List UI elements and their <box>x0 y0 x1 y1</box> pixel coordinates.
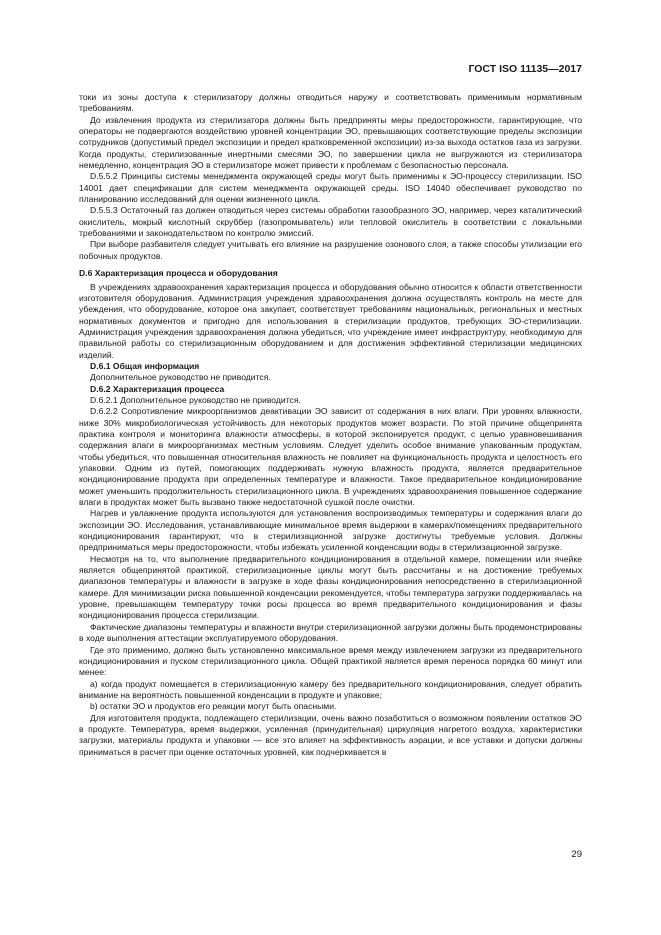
paragraph: а) когда продукт помещается в стерилизационную камеру без предварительного кондиционирования, следует обратить внимание на вероятность повышенной конденсации в продукте и упаковке; <box>79 678 582 700</box>
paragraph: Нагрев и увлажнение продукта используются для установления воспроизводимых температуры и содержания влаги до экспозиции ЭО. Исследования, устанавливающие минимальное время выдержки в камерах/помещениях предварительного кондиционирования гарантируют, что в стерилизационной загрузке достигнуты требуемые условия. Должны предприниматься меры предосторожности, чтобы избежать усиленной конденсации воды в стерилизационной загрузке. <box>79 508 582 553</box>
paragraph: D.5.5.2 Принципы системы менеджмента окружающей среды могут быть применимы к ЭО-процессу стерилизации. ISO 14001 дает спецификации для систем менеджмента окружающей среды. ISO 14040 обеспечивает руководство по планированию исследований для оценки жизненного цикла. <box>79 171 582 205</box>
paragraph: Фактические диапазоны температуры и влажности внутри стерилизационной загрузки должны быть продемонстрированы в ходе выполнения аттестации эксплуатируемого оборудования. <box>79 621 582 644</box>
paragraph: Дополнительное руководство не приводится. <box>90 372 271 383</box>
section-heading: D.6 Характеризация процесса и оборудования <box>79 268 278 279</box>
paragraph: b) остатки ЭО и продуктов его реакции могут быть опасными. <box>90 701 337 712</box>
paragraph: Несмотря на то, что выполнение предварительного кондиционирования в отдельной камере, помещении или ячейке является общепринятой практикой, стерилизационные циклы могут быть рассчитаны и на достижение требуемых диапазонов температуры и влажности в загрузке в ходе фазы кондиционирования непосредственно в стерилизационной камере. Для минимизации риска повышенной конденсации рекомендуется, чтобы температура загрузки поддерживалась на уровне, превышающем температуру точки росы процесса во время предварительного кондиционирования и фазы кондиционирования процесса стерилизации. <box>79 553 582 621</box>
paragraph: D.6.2.1 Дополнительное руководство не приводится. <box>90 394 301 405</box>
paragraph: Где это применимо, должно быть установленно максимальное время между извлечением загрузки из предварительного кондиционирования и пуском стерилизационного цикла. Общей практикой является время переноса порядка 60 минут или менее: <box>79 644 582 678</box>
paragraph: В учреждениях здравоохранения характеризация процесса и оборудования обычно относится к области ответственности изготовителя оборудования. Администрация учреждения здравоохранения должна осуществлять контроль на месте для убеждения, что оборудование, которое она закупает, соответствует требованиям национальных, региональных и местных нормативных документов и пригодно для использования в стерилизации продуктов, требующих ЭО-стерилизации. Администрация учреждения здравоохранения должна убедиться, что учреждение имеет инфраструктуру, необходимую для правильной работы со стерилизационным оборудованием и для достижения эффективной стерилизации медицинских изделий. <box>79 281 582 360</box>
paragraph: D.5.5.3 Остаточный газ должен отводиться через системы обработки газообразного ЭО, например, через каталитический окислитель, мокрый кислотный скруббер (газопромыватель) или тепловой окислитель в соответствии с локальными требованиями и законодательством по контролю эмиссий. <box>79 205 582 239</box>
page-number: 29 <box>571 849 582 860</box>
subsection-heading: D.6.2 Характеризация процесса <box>90 383 225 394</box>
document-header: ГОСТ ISO 11135—2017 <box>468 63 582 75</box>
subsection-heading: D.6.1 Общая информация <box>90 360 200 371</box>
paragraph: При выборе разбавителя следует учитывать его влияние на разрушение озонового слоя, а также способы утилизации его побочных продуктов. <box>79 239 582 261</box>
paragraph: токи из зоны доступа к стерилизатору должны отводиться наружу и соответствовать применимым нормативным требованиям. <box>79 92 582 114</box>
paragraph: D.6.2.2 Сопротивление микроорганизмов деактивации ЭО зависит от содержания в них влаги. При уровнях влажности, ниже 30% микробиологическая устойчивость для некоторых продуктов может возрасти. По этой причине общепринята практика контроля и мониторинга влажности атмосферы, в которой экспонируется продукт, с целью уравновешивания содержания влаги в микроорганизмах местным условиям. Следует уделить особое внимание упакованным продуктам, чтобы убедиться, что повышенная относительная влажность не повлияет на функциональность продукта и целостность его упаковки. Одним из путей, помогающих поддерживать нужную влажность продукта, является предварительное кондиционирование продукта при определенных температуре и влажности. Такое предварительное кондиционирование может уменьшить продолжительность стерилизационного цикла. В учреждениях здравоохранения повышенное содержание влаги в продуктах может быть вызвано также недостаточной сушкой после очистки. <box>79 406 582 508</box>
paragraph: Для изготовителя продукта, подлежащего стерилизации, очень важно позаботиться о возможном появлении остатков ЭО в продукте. Температура, время выдержки, усиленная (принудительная) циркуляция нагретого воздуха, характеристики загрузки, материалы продукта и упаковки — все это влияет на эффективность аэрации, и все уставки и допуски должны приниматься в расчет при оценке остаточных уровней, как подчеркивается в <box>79 712 582 757</box>
paragraph: До извлечения продукта из стерилизатора должны быть предприняты меры предосторожности, гарантирующие, что операторы не подвергаются воздействию уровней концентрации ЭО, превышающих соответствующие пределы экспозиции сотрудников (допустимый предел экспозиции и предел кратковременной экспозиции) из-за выхода остатков газа из загрузки. Когда продукты, стерилизованные инертными смесями ЭО, по завершении цикла не выгружаются из стерилизатора немедленно, концентрация ЭО в стерилизаторе может привести к проблемам с безопасностью персонала. <box>79 114 582 171</box>
page-body <box>79 92 582 758</box>
